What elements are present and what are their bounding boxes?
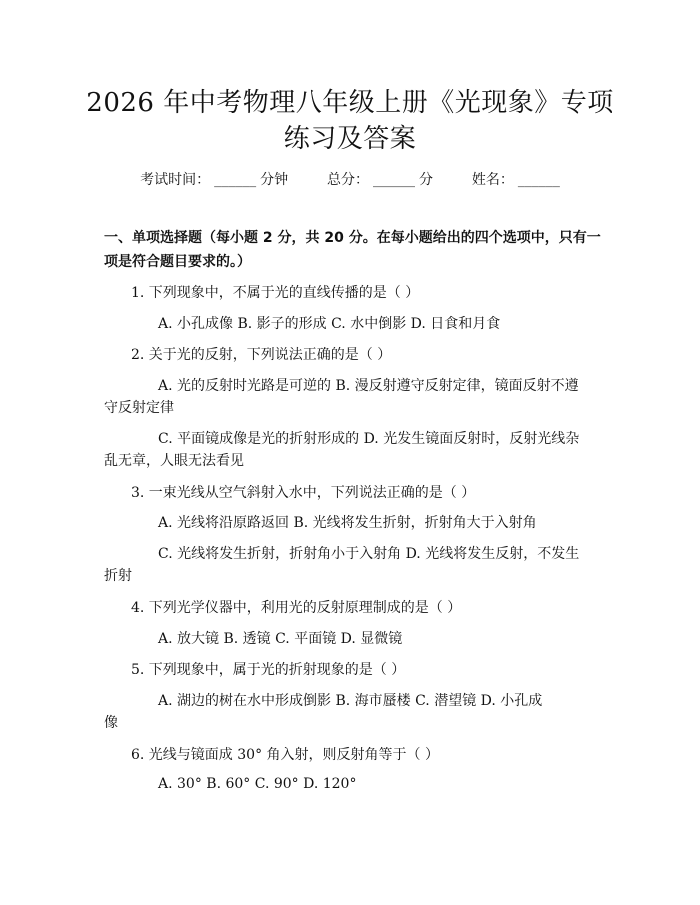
exam-title-line2: 练习及答案 xyxy=(283,124,417,154)
question-2-options-line1: A. 光的反射时光路是可逆的 B. 漫反射遵守反射定律，镜面反射不遵 xyxy=(158,378,579,394)
question-2-stem: 2. 关于光的反射，下列说法正确的是（ ） xyxy=(131,347,392,363)
question-2-options-line2: C. 平面镜成像是光的折射形成的 D. 光发生镜面反射时，反射光线杂 xyxy=(158,431,580,447)
question-5-options-cont: 像 xyxy=(104,715,118,731)
exam-meta xyxy=(0,169,700,189)
exam-title-line1: 2026 年中考物理八年级上册《光现象》专项 xyxy=(86,88,614,118)
score-label: 总分： xyxy=(327,172,369,188)
score-blank: ______ xyxy=(373,172,415,188)
question-3-options-line2-cont: 折射 xyxy=(104,568,132,584)
score-unit: 分 xyxy=(419,172,433,188)
name-blank: ______ xyxy=(517,172,560,188)
question-1-stem: 1. 下列现象中，不属于光的直线传播的是（ ） xyxy=(131,285,420,301)
question-5-stem: 5. 下列现象中，属于光的折射现象的是（ ） xyxy=(131,662,406,678)
section-title: 一、单项选择题（每小题 2 分，共 20 分。在每小题给出的四个选项中，只有一项是符合题目要求的。） xyxy=(104,230,601,270)
question-4-stem: 4. 下列光学仪器中，利用光的反射原理制成的是（ ） xyxy=(131,600,462,616)
question-2-options-line2-cont: 乱无章，人眼无法看见 xyxy=(104,453,244,469)
question-3-options-line2: C. 光线将发生折射，折射角小于入射角 D. 光线将发生反射，不发生 xyxy=(158,546,580,562)
time-blank: ______ xyxy=(214,172,257,188)
question-2-options-line1-cont: 守反射定律 xyxy=(104,400,174,416)
question-3-options-line1: A. 光线将沿原路返回 B. 光线将发生折射，折射角大于入射角 xyxy=(158,515,537,531)
question-5-options: A. 湖边的树在水中形成倒影 B. 海市蜃楼 C. 潜望镜 D. 小孔成 xyxy=(158,693,543,709)
time-unit: 分钟 xyxy=(260,172,289,188)
question-6-options: A. 30° B. 60° C. 90° D. 120° xyxy=(158,776,357,792)
question-1-options: A. 小孔成像 B. 影子的形成 C. 水中倒影 D. 日食和月食 xyxy=(158,316,501,332)
question-6-stem: 6. 光线与镜面成 30° 角入射，则反射角等于（ ） xyxy=(131,747,439,763)
question-4-options: A. 放大镜 B. 透镜 C. 平面镜 D. 显微镜 xyxy=(158,631,403,647)
name-label: 姓名： xyxy=(471,172,514,188)
time-label: 考试时间： xyxy=(140,172,211,188)
question-3-stem: 3. 一束光线从空气斜射入水中，下列说法正确的是（ ） xyxy=(131,485,476,501)
